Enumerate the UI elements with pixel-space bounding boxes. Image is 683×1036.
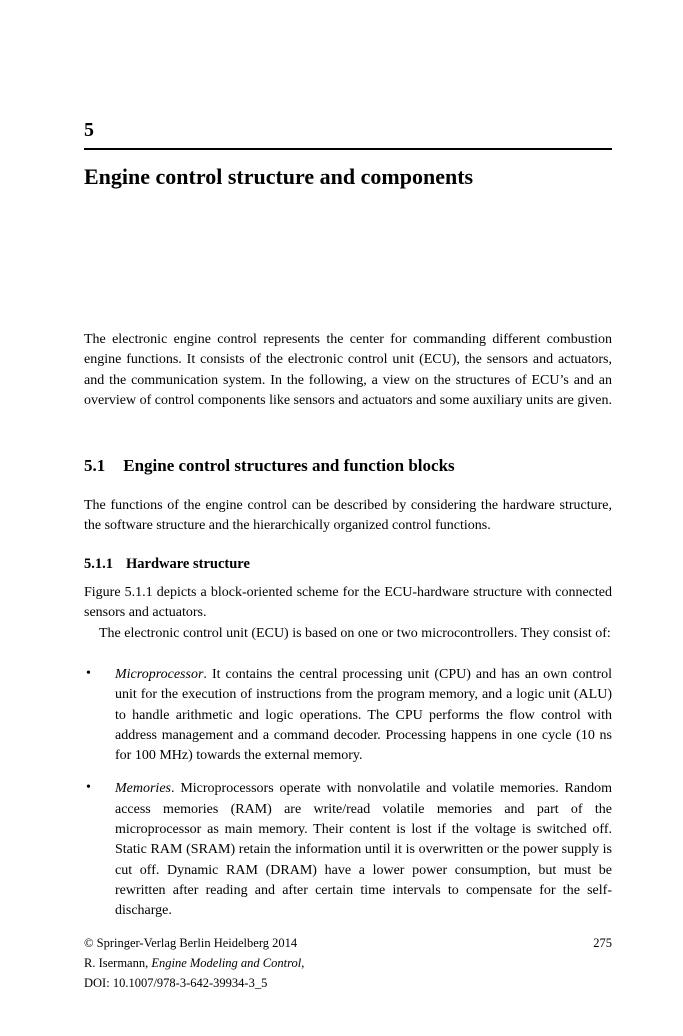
bullet-icon: •: [86, 666, 91, 681]
subsection-heading: [84, 554, 612, 574]
bullet-list: [84, 665, 612, 922]
page-footer: [84, 933, 612, 993]
footer-citation-row: [84, 953, 612, 973]
list-item-term: Microprocessor: [115, 667, 204, 682]
section-title: Engine control structures and function blocks: [123, 456, 455, 475]
page-number: 275: [593, 936, 612, 950]
subsection-number: 5.1.1: [84, 556, 113, 572]
footer-copyright-row: [84, 933, 612, 953]
chapter-number: 5: [84, 119, 94, 141]
section-paragraph-text: The functions of the engine control can be described by considering the hardware structure, the software structure and the hierarchically organized control functions.: [84, 498, 612, 534]
intro-paragraph: [84, 330, 612, 411]
bullet-icon: •: [86, 780, 91, 796]
subsection-paragraphs: [84, 583, 612, 644]
footer-doi: DOI: 10.1007/978-3-642-39934-3_5: [84, 976, 268, 990]
subsection-paragraph-1: Figure 5.1.1 depicts a block-oriented scheme for the ECU-hardware structure with connected sensors and actuators.: [84, 585, 612, 621]
chapter-title: Engine control structure and components: [84, 164, 474, 189]
footer-book-title: Engine Modeling and Control: [151, 956, 302, 970]
list-item-term: Memories: [115, 781, 171, 797]
subsection-paragraph-2: The electronic control unit (ECU) is based on one or two microcontrollers. They consist of:: [99, 625, 611, 641]
footer-book-title-suffix: ,: [301, 956, 305, 970]
chapter-header: [84, 118, 612, 150]
section-paragraph: [84, 496, 612, 537]
section-number: 5.1: [84, 456, 106, 475]
list-item-text: . It contains the central processing unit (CPU) and has an own control unit for the execution of instructions from the program memory, and a logic unit (ALU) to handle arithmetic and logic operations. The CPU performs the flow control with address management and a command decoder. Processing happens in one cycle (10 ns for 100 MHz) towards the external memory.: [115, 667, 612, 764]
list-item-memories: [84, 779, 612, 921]
copyright-notice: © Springer-Verlag Berlin Heidelberg 2014: [84, 936, 298, 950]
list-item-text: . Microprocessors operate with nonvolatile and volatile memories. Random access memories (RAM) are write/read volatile memories and part of the microprocessor as main memory. Their content is lost if the voltage is switched off. Static RAM (SRAM) retain the information until it is overwritten or the power supply is cut off. Dynamic RAM (DRAM) have a lower power consumption, but must be rewritten after reading and after certain time intervals to compensate for the self-discharge.: [115, 781, 612, 919]
footer-author: R. Isermann,: [84, 956, 152, 970]
section-heading: [84, 455, 612, 477]
subsection-title: Hardware structure: [126, 556, 250, 572]
intro-paragraph-text: The electronic engine control represents the center for commanding different combustion engine functions. It consists of the electronic control unit (ECU), the sensors and actuators, and the communication system. In the following, a view on the structures of ECU’s and an overview of control components like sensors and actuators and some auxiliary units are given.: [84, 332, 612, 408]
list-item-microprocessor: [84, 665, 612, 766]
